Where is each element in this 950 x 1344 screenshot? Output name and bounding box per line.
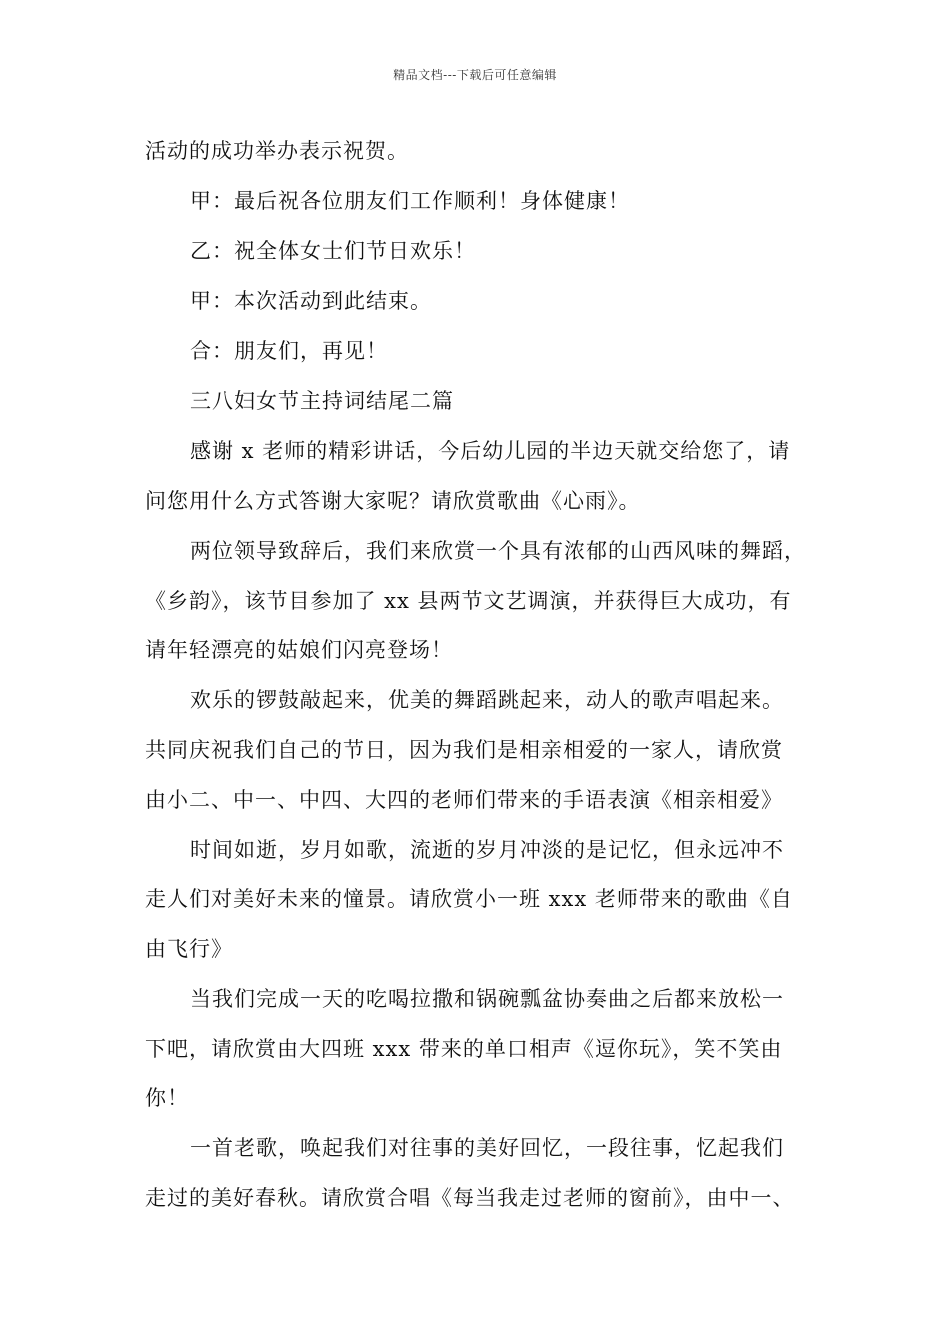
- text-line: 下吧，请欣赏由大四班 xxx 带来的单口相声《逗你玩》，笑不笑由: [145, 1037, 783, 1061]
- text-line: 甲：本次活动到此结束。: [190, 289, 432, 313]
- text-line: 欢乐的锣鼓敲起来，优美的舞蹈跳起来，动人的歌声唱起来。: [190, 688, 784, 712]
- text-line: 一首老歌，唤起我们对往事的美好回忆，一段往事，忆起我们: [190, 1136, 784, 1160]
- text-line: 当我们完成一天的吃喝拉撒和锅碗瓢盆协奏曲之后都来放松一: [190, 987, 784, 1011]
- text-line: 活动的成功举办表示祝贺。: [145, 139, 409, 163]
- text-line: 由飞行》: [145, 937, 233, 961]
- text-line: 两位领导致辞后，我们来欣赏一个具有浓郁的山西风味的舞蹈，: [190, 539, 806, 563]
- text-line: 你！: [145, 1086, 189, 1110]
- text-line: 甲：最后祝各位朋友们工作顺利！身体健康！: [190, 189, 630, 213]
- text-line: 感谢 x 老师的精彩讲话，今后幼儿园的半边天就交给您了，请: [190, 439, 791, 463]
- text-line: 请年轻漂亮的姑娘们闪亮登场！: [145, 638, 453, 662]
- text-line: 合：朋友们，再见！: [190, 339, 388, 363]
- text-line: 走人们对美好未来的憧景。请欣赏小一班 xxx 老师带来的歌曲《自: [145, 887, 793, 911]
- text-line: 乙：祝全体女士们节日欢乐！: [190, 239, 476, 263]
- page-header: 精品文档---下载后可任意编辑: [393, 68, 557, 82]
- text-line: 共同庆祝我们自己的节日，因为我们是相亲相爱的一家人，请欣赏: [145, 738, 783, 762]
- text-line: 问您用什么方式答谢大家呢？请欣赏歌曲《心雨》。: [145, 489, 641, 513]
- section-heading: 三八妇女节主持词结尾二篇: [190, 389, 454, 413]
- text-line: 由小二、中一、中四、大四的老师们带来的手语表演《相亲相爱》: [145, 788, 783, 812]
- text-line: 时间如逝，岁月如歌，流逝的岁月冲淡的是记忆，但永远冲不: [190, 838, 784, 862]
- text-line: 走过的美好春秋。请欣赏合唱《每当我走过老师的窗前》，由中一、: [145, 1186, 795, 1210]
- text-line: 《乡韵》，该节目参加了 xx 县两节文艺调演，并获得巨大成功，有: [145, 589, 792, 613]
